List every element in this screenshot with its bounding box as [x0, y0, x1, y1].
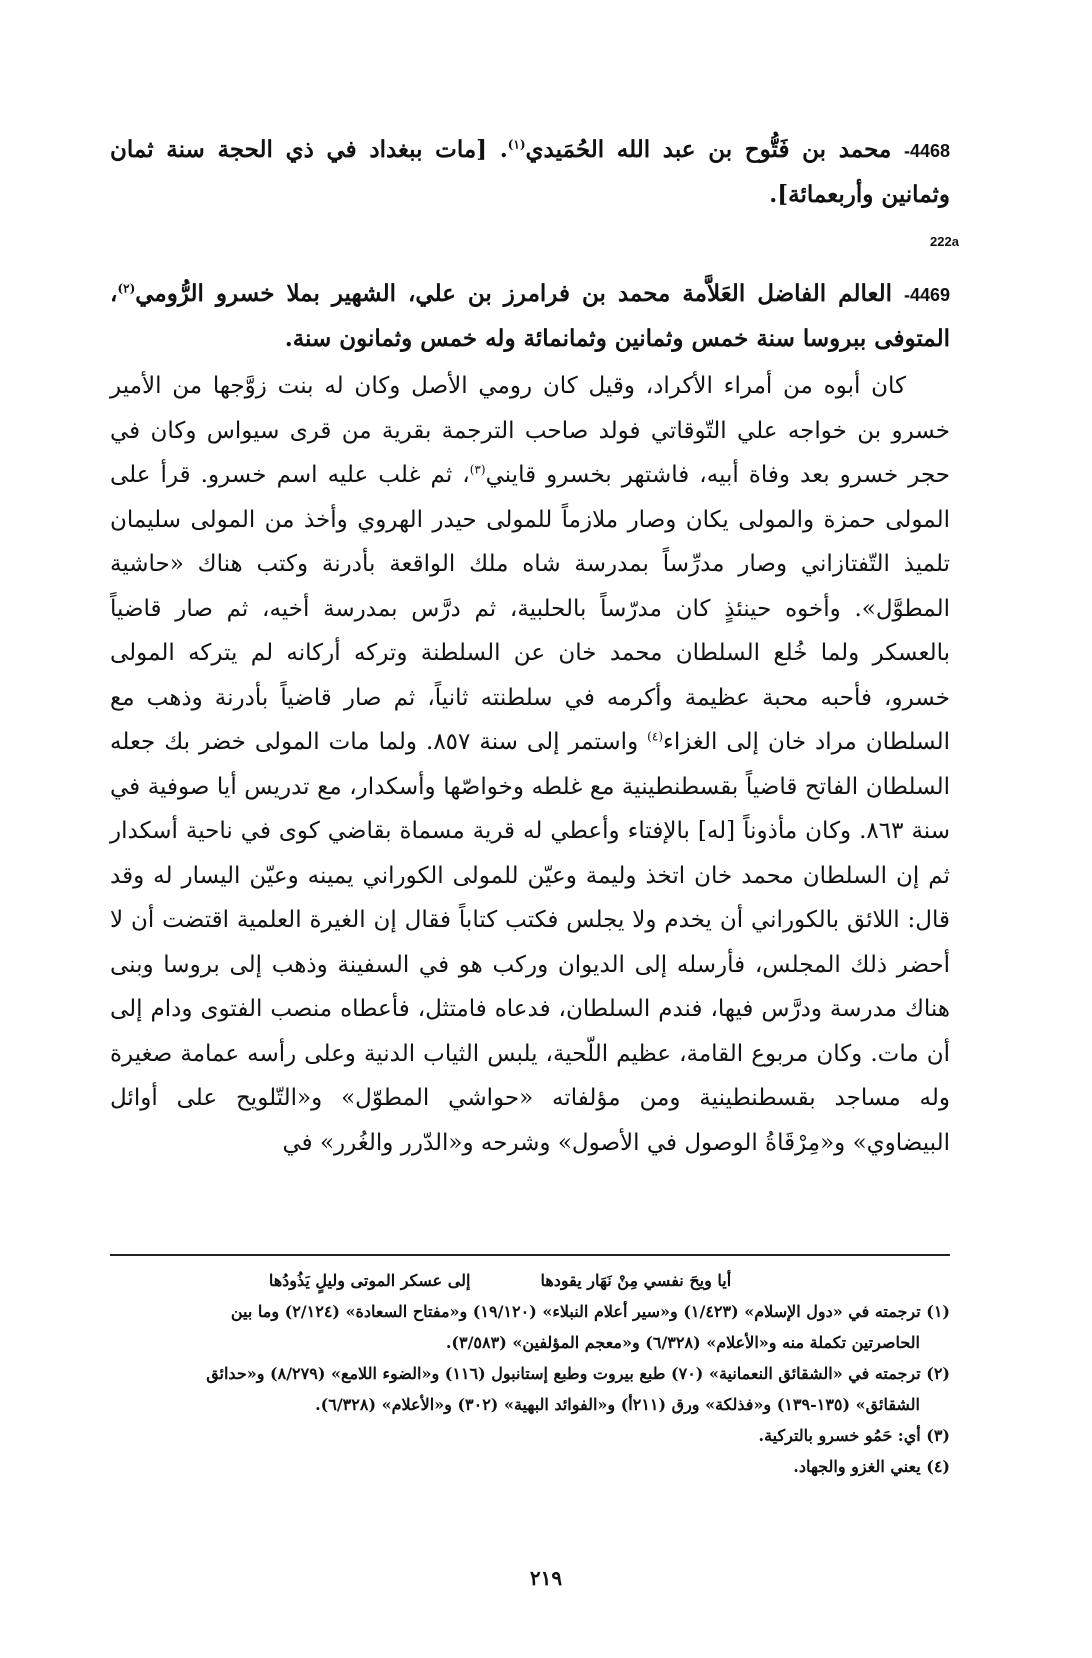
biography-paragraph [110, 364, 950, 1165]
footnote-1 [110, 1296, 950, 1358]
footnote-label: (١) [926, 1302, 950, 1321]
manuscript-folio-marker: 222a [930, 234, 959, 249]
footnote-text-continued: الحاصرتين تكملة منه و«الأعلام» (٦/٣٢٨) و«معجم المؤلفين» (٣/٥٨٣). [445, 1333, 920, 1352]
footnote-label: (٣) [926, 1426, 950, 1445]
footnote-ref[interactable]: (١) [507, 137, 526, 152]
footnote-text: أي: حَمُو خسرو بالتركية. [758, 1426, 927, 1445]
footnote-text: ترجمته في «دول الإسلام» (١/٤٢٣) و«سير أعلام النبلاء» (١٩/١٢٠) و«مفتاح السعادة» (٢/١٢٤) وما بين [230, 1302, 927, 1321]
entry-text: محمد بن فَتُّوح بن عبد الله الحُمَيدي [525, 136, 904, 163]
body-text: واستمر إلى سنة ٨٥٧. ولما مات المولى خضر بك جعله السلطان الفاتح قاضياً بقسطنطينية مع غلطه وخواصّها وأسكدار، مع تدريس أيا صوفية في سنة ٨٦٣. وكان مأذوناً [له] بالإفتاء وأعطي له قرية مسماة بقاضي كوى في ناحية أسكدار ثم إن السلطان محمد خان اتخذ وليمة وعيّن للمولى الكوراني يمينه وعيّن اليسار له وقد قال: اللائق بالكوراني أن يخدم ولا يجلس فكتب كتاباً فقال إن الغيرة العلمية اقتضت أن لا أحضر ذلك المجلس، فأرسله إلى الديوان وركب هو في السفينة وذهب إلى بروسا وبنى هناك مدرسة ودرَّس فيها، فندم السلطان، فدعاه فامتثل، فأعطاه منصب الفتوى ودام إلى أن مات. وكان مربوع القامة، عظيم اللّحية، يلبس الثياب الدنية وعلى رأسه عمامة صغيرة وله مساجد بقسطنطينية ومن مؤلفاته «حواشي المطوّل» و«التّلويح على أوائل البيضاوي» و«مِرْقَاةُ الوصول في الأصول» وشرحه و«الدّرر والغُرر» في [110, 729, 951, 1156]
verse-first-hemistich: أيا ويحَ نفسي مِنْ نَهَار يقودها [540, 1271, 732, 1290]
footnote-ref[interactable]: (٢) [117, 281, 136, 296]
footnote-text-continued: الشقائق» (١٣٥-١٣٩) و«فذلكة» ورق (٢١١أ) و«الفوائد البهية» (٣٠٢) و«الأعلام» (٦/٣٢٨). [315, 1395, 920, 1414]
entry-text: العالم الفاضل العَلاَّمة محمد بن فرامرز بن علي، الشهير بملا خسرو الرُّومي [135, 280, 904, 307]
page-number: ٢١٩ [529, 1566, 563, 1590]
footnote-label: (٢) [926, 1364, 950, 1383]
footnote-3 [110, 1420, 950, 1451]
entry-4468 [110, 128, 950, 217]
verse [110, 1265, 950, 1296]
footnote-label: (٤) [926, 1457, 950, 1476]
footnote-text: يعني الغزو والجهاد. [793, 1457, 927, 1476]
footnote-ref[interactable]: (٣) [469, 462, 486, 477]
footnote-2 [110, 1358, 950, 1420]
body-text: ، ثم غلب عليه اسم خسرو. قرأ على المولى حمزة والمولى يكان وصار ملازماً للمولى حيدر الهروي وأخذ من المولى سليمان تلميذ التّفتازاني وصار مدرِّساً بمدرسة شاه ملك الواقعة بأدرنة وكتب هناك «حاشية المطوَّل». وأخوه حينئذٍ كان مدرّساً بالحلبية، ثم درَّس بمدرسة أخيه، ثم صار قاضياً بالعسكر ولما خُلع السلطان محمد خان عن السلطنة وتركه أركانه لم يتركه المولى خسرو، فأحبه محبة عظيمة وأكرمه في سلطنته ثانياً، ثم صار قاضياً بأدرنة وذهب مع السلطان مراد خان إلى الغزاء [110, 462, 950, 755]
footnotes [110, 1265, 950, 1482]
footnote-4 [110, 1451, 950, 1482]
entry-4469 [110, 272, 950, 361]
body-text: كان أبوه من أمراء الأكراد، وقيل كان رومي الأصل وكان له بنت زوَّجها من الأمير خسرو بن خواجه علي التّوقاتي فولد صاحب الترجمة بقرية من قرى سيواس وكان في حجر خسرو بعد وفاة أبيه، فاشتهر بخسرو قايني [110, 373, 951, 488]
entry-text-after: . [مات ببغداد في ذي الحجة سنة ثمان وثمانين وأربعمائة]. [110, 136, 950, 208]
footnote-text: ترجمته في «الشقائق النعمانية» (٧٠) طبع بيروت وطبع إستانبول (١١٦) و«الضوء اللامع» (٨/٢٧٩) و«حدائق [206, 1364, 927, 1383]
entry-number: 4468- [903, 141, 950, 161]
entry-text-after: ، المتوفى ببروسا سنة خمس وثمانين وثمانمائة وله خمس وثمانون سنة. [110, 280, 950, 352]
footnote-ref[interactable]: (٤) [647, 729, 663, 744]
entry-number: 4469- [903, 285, 950, 305]
footnote-separator [110, 1254, 950, 1256]
verse-second-hemistich: إلى عسكر الموتى وليلٍ يَذُودُها [268, 1271, 471, 1290]
